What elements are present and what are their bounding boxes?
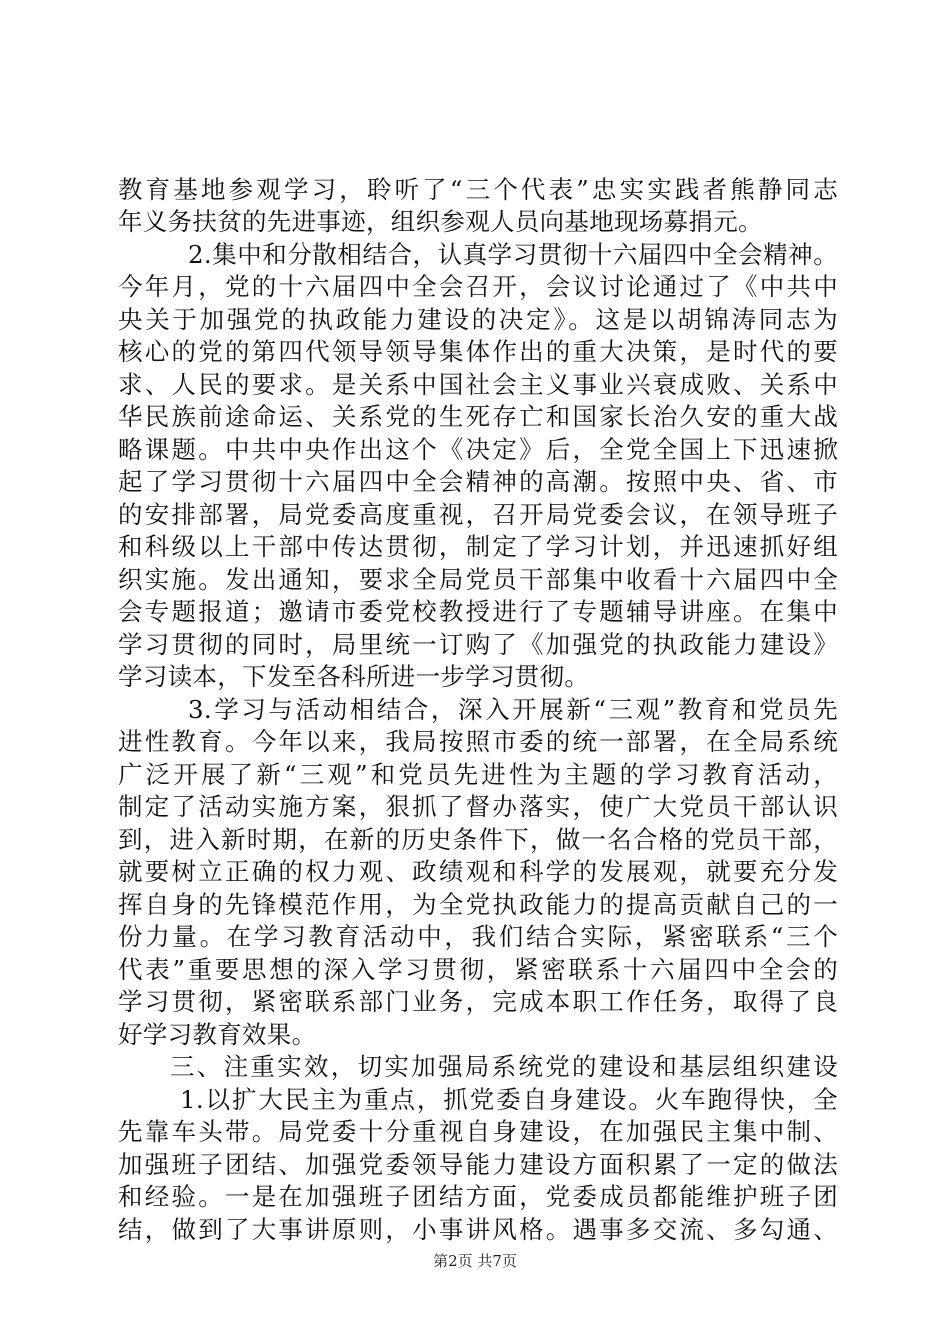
text-line: 和科级以上干部中传达贯彻，制定了学习计划，并迅速抓好组 [118, 532, 838, 561]
text-line: 织实施。发出通知，要求全局党员干部集中收看十六届四中全 [118, 565, 838, 594]
text-line: 华民族前途命运、关系党的生死存亡和国家长治久安的重大战 [118, 402, 838, 431]
text-line: 学习贯彻，紧密联系部门业务，完成本职工作任务，取得了良 [118, 987, 838, 1016]
text-line: 挥自身的先锋模范作用，为全党执政能力的提高贡献自己的一 [118, 890, 838, 919]
text-line: 学习贯彻的同时，局里统一订购了《加强党的执政能力建设》 [118, 630, 838, 659]
text-line: 教育基地参观学习，聆听了“三个代表”忠实实践者熊静同志 [118, 175, 838, 204]
text-line: 好学习教育效果。 [118, 1020, 317, 1049]
text-line: 学习读本，下发至各科所进一步学习贯彻。 [118, 662, 590, 691]
text-line: 1.以扩大民主为重点，抓党委自身建设。火车跑得快，全 [180, 1085, 838, 1114]
text-line: 份力量。在学习教育活动中，我们结合实际，紧密联系“三个 [118, 922, 838, 951]
text-line: 加强班子团结、加强党委领导能力建设方面积累了一定的做法 [118, 1150, 838, 1179]
text-line: 核心的党的第四代领导领导集体作出的重大决策，是时代的要 [118, 337, 838, 366]
text-line: 的安排部署，局党委高度重视，召开局党委会议，在领导班子 [118, 500, 838, 529]
page-footer: 第2页 共7页 [433, 1252, 517, 1270]
text-line: 结，做到了大事讲原则，小事讲风格。遇事多交流、多勾通、 [118, 1215, 838, 1244]
text-line: 求、人民的要求。是关系中国社会主义事业兴衰成败、关系中 [118, 370, 838, 399]
text-line: 央关于加强党的执政能力建设的决定》。这是以胡锦涛同志为 [118, 305, 838, 334]
text-line: 会专题报道；邀请市委党校教授进行了专题辅导讲座。在集中 [118, 597, 838, 626]
text-line: 进性教育。今年以来，我局按照市委的统一部署，在全局系统 [118, 727, 838, 756]
text-line: 3.学习与活动相结合，深入开展新“三观”教育和党员先 [188, 695, 838, 724]
text-line: 略课题。中共中央作出这个《决定》后，全党全国上下迅速掀 [118, 435, 838, 464]
text-line: 就要树立正确的权力观、政绩观和科学的发展观，就要充分发 [118, 857, 838, 886]
text-line: 广泛开展了新“三观”和党员先进性为主题的学习教育活动， [118, 760, 838, 789]
text-line: 起了学习贯彻十六届四中全会精神的高潮。按照中央、省、市 [118, 467, 838, 496]
text-line: 和经验。一是在加强班子团结方面，党委成员都能维护班子团 [118, 1182, 838, 1211]
text-line: 代表”重要思想的深入学习贯彻，紧密联系十六届四中全会的 [118, 955, 838, 984]
text-line: 2.集中和分散相结合，认真学习贯彻十六届四中全会精神。 [188, 240, 838, 269]
text-line: 到，进入新时期，在新的历史条件下，做一名合格的党员干部， [118, 825, 838, 854]
text-line: 年义务扶贫的先进事迹，组织参观人员向基地现场募捐元。 [118, 207, 763, 236]
text-line: 制定了活动实施方案，狠抓了督办落实，使广大党员干部认识 [118, 792, 838, 821]
section-heading: 三、注重实效，切实加强局系统党的建设和基层组织建设 [170, 1052, 838, 1081]
text-line: 先靠车头带。局党委十分重视自身建设，在加强民主集中制、 [118, 1117, 838, 1146]
text-line: 今年月，党的十六届四中全会召开，会议讨论通过了《中共中 [118, 272, 838, 301]
